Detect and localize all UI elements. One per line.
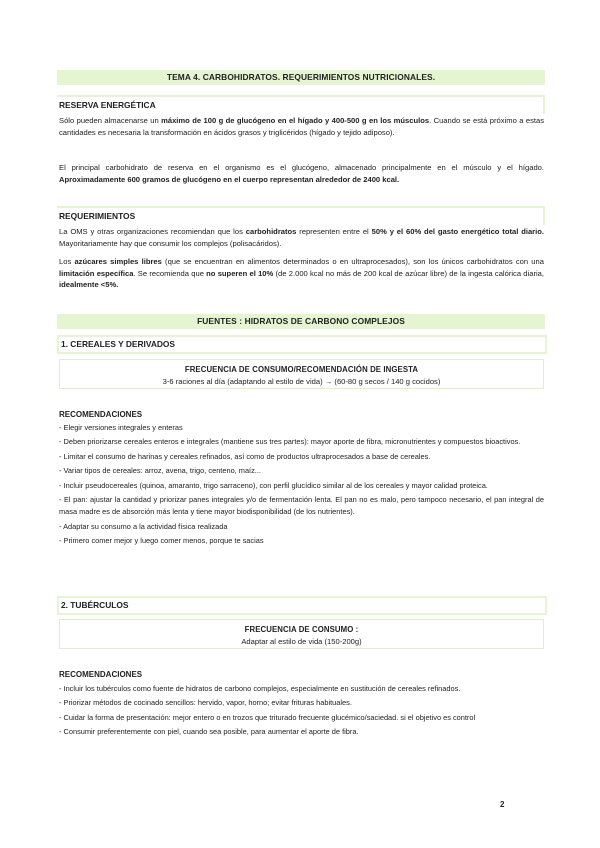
list-item: - Adaptar su consumo a la actividad física realizada: [59, 521, 228, 531]
text-run: El principal carbohidrato de reserva en el organismo es el glucógeno, almacenado principalmente en el músculo y el hígado.: [59, 163, 544, 172]
tuberculos-frequency-text: Adaptar al estilo de vida (150-200g): [241, 637, 362, 646]
reserva-paragraph-1: [59, 115, 544, 138]
list-item: - Deben priorizarse cereales enteros e integrales (mantiene sus tres partes): mayor aporte de fibra, micronutrientes y compuestos bioactivos.: [59, 437, 521, 447]
reserva-paragraph-2: [59, 162, 544, 185]
tuberculos-recommendations-title: RECOMENDACIONES: [59, 670, 143, 679]
text-run: Aproximadamente 600 gramos de glucógeno en el cuerpo representan alrededor de 2400 kcal.: [59, 174, 400, 184]
tuberculos-frequency-box: [59, 619, 544, 649]
tuberculos-recommendations-list: [59, 683, 544, 741]
fuentes-banner: FUENTES : HIDRATOS DE CARBONO COMPLEJOS: [57, 314, 545, 329]
text-run: azúcares simples libres: [74, 257, 162, 266]
reserva-heading: RESERVA ENERGÉTICA: [57, 95, 545, 114]
text-run: (de 2.000 kcal no más de 200 kcal de azúcar libre) de la ingesta calórica diaria,: [273, 268, 544, 278]
requerimientos-heading: REQUERIMIENTOS: [57, 206, 545, 225]
text-run: idealmente <5%.: [59, 280, 119, 290]
page-title: TEMA 4. CARBOHIDRATOS. REQUERIMIENTOS NUTRICIONALES.: [57, 70, 545, 85]
requerimientos-paragraph-2: [59, 256, 544, 291]
list-item: - Primero comer mejor y luego comer menos, porque te sacias: [59, 536, 264, 546]
list-item: - Variar tipos de cereales: arroz, avena, trigo, centeno, maíz...: [59, 466, 261, 476]
text-run: (que se encuentran en alimentos determinados o en ultraprocesados), son los únicos carbohidratos con una: [161, 257, 544, 266]
text-run: La OMS y otras organizaciones recomiendan que los: [59, 227, 246, 236]
text-run: Sólo pueden almacenarse un: [59, 116, 162, 125]
cereales-heading: 1. CEREALES Y DERIVADOS: [57, 335, 547, 354]
list-item: - Elegir versiones integrales y enteras: [59, 423, 183, 432]
cereales-recommendations-title: RECOMENDACIONES: [59, 410, 143, 419]
text-run: 50% y el 60% del gasto energético total diario.: [371, 227, 544, 236]
text-run: Los: [59, 257, 75, 266]
tuberculos-heading: 2. TUBÉRCULOS: [57, 596, 547, 615]
list-item: - Priorizar métodos de cocinado sencillos: hervido, vapor, horno; evitar frituras habituales.: [59, 698, 352, 708]
text-run: Mayoritariamente hay que consumir los complejos (polisacáridos).: [59, 238, 282, 248]
list-item: - Limitar el consumo de harinas y cereales refinados, así como de productos ultraprocesados a base de cereales.: [59, 451, 431, 461]
page-number: 2: [500, 800, 505, 809]
text-run: representen entre el: [296, 227, 372, 236]
cereales-frequency-title: FRECUENCIA DE CONSUMO/RECOMENDACIÓN DE INGESTA: [184, 365, 419, 374]
cereales-recommendations-list: [59, 422, 544, 550]
list-item: - El pan: ajustar la cantidad y priorizar panes integrales y/o de fermentación lenta. El pan no es malo, pero tampoco necesario, el pan integral de masa madre es de absorción más lenta y tiene mayor biodisponibilidad (de los nutrientes).: [59, 495, 544, 517]
text-run: carbohidratos: [245, 227, 297, 236]
list-item: - Incluir los tubérculos como fuente de hidratos de carbono complejos, especialmente en sustitución de cereales refinados.: [59, 684, 461, 693]
text-run: máximo de 100 g de glucógeno en el hígado y 400-500 g en los músculos: [161, 116, 430, 125]
list-item: - Cuidar la forma de presentación: mejor entero o en trozos que triturado frecuente glucémico/saciedad. si el objetivo es control: [59, 712, 476, 722]
text-run: . Se recomienda que: [133, 268, 207, 278]
text-run: limitación específica: [59, 268, 134, 278]
cereales-frequency-box: [59, 359, 544, 389]
requerimientos-paragraph-1: [59, 226, 544, 249]
text-run: no superen el 10%: [206, 268, 274, 278]
list-item: - Incluir pseudocereales (quinoa, amaranto, trigo sarraceno), con perfil glucídico similar al de los cereales y mayor calidad proteica.: [59, 480, 488, 490]
text-run: . Cuando se está próximo a estas cantidades es necesaria la transformación en ácidos grasos y triglicéridos (hígado y tejido adiposo).: [59, 116, 545, 137]
list-item: - Consumir preferentemente con piel, cuando sea posible, para aumentar el aporte de fibra.: [59, 727, 359, 737]
cereales-frequency-text: 3-6 raciones al día (adaptando al estilo de vida) → (60-80 g secos / 140 g cocidos): [162, 377, 441, 386]
tuberculos-frequency-title: FRECUENCIA DE CONSUMO :: [244, 625, 359, 634]
